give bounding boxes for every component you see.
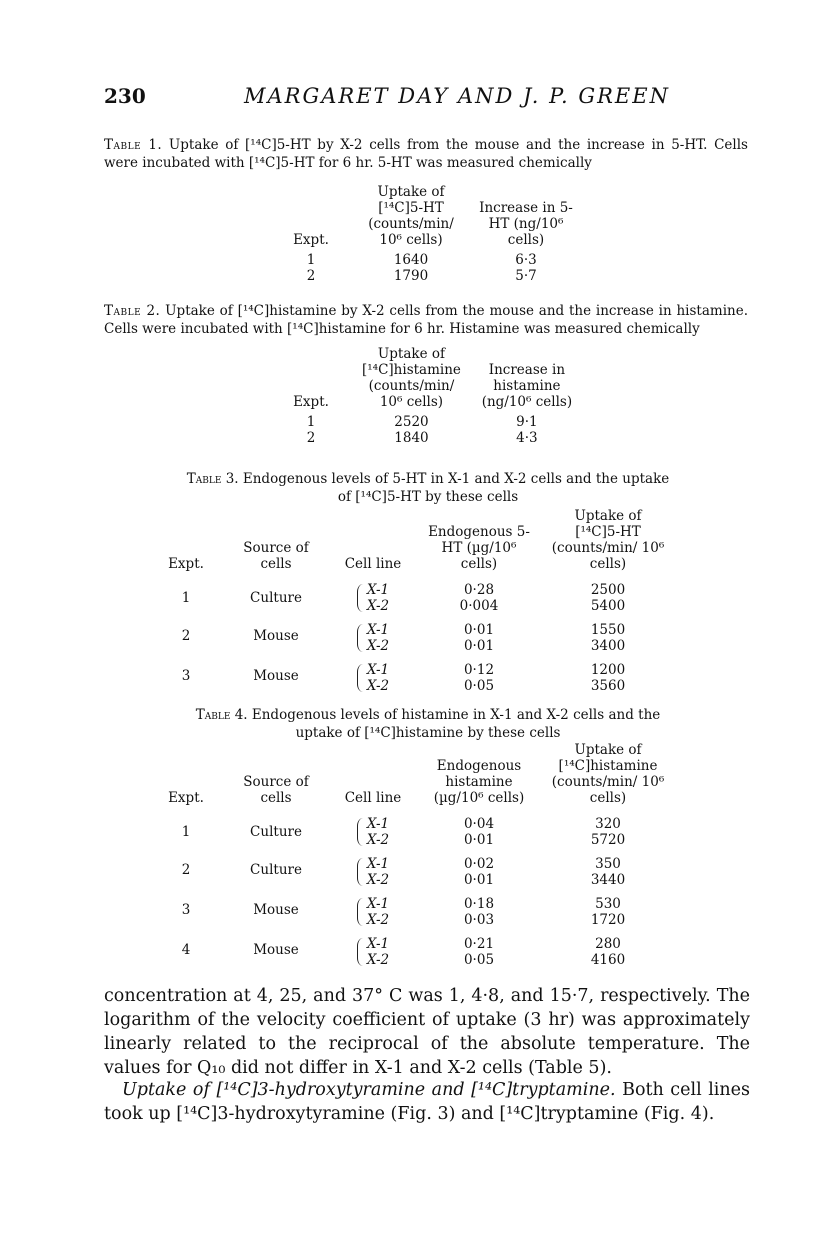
endog-value: 0·004 [459,598,499,614]
page-number: 230 [104,84,146,108]
table3-label: Table 3. [186,471,239,487]
cell-line-brace [357,582,389,614]
table-row [150,928,674,968]
table-row [268,430,585,446]
cell-line: X-1 [366,816,390,832]
table-row [268,414,585,430]
table2-col-uptake: Uptake of [¹⁴C]histamine (counts/min/ 10⁶ cells) [362,346,461,410]
table4-caption [186,706,670,742]
table1-label: Table 1. [104,137,163,153]
uptake-value: 1720 [590,912,626,928]
uptake-value: 1550 [590,622,626,638]
uptake-value: 530 [595,896,621,912]
source-cell: Mouse [253,668,299,684]
increase-cell: 9·1 [516,414,538,430]
endog-value: 0·12 [463,662,495,678]
table3 [150,508,674,694]
expt-cell: 3 [181,902,191,918]
table-row [150,888,674,928]
table3-col-endog: Endogenous 5-HT (µg/10⁶ cells) [428,524,530,572]
uptake-cell: 1640 [393,252,429,268]
cell-line-brace [357,856,389,888]
cell-line: X-1 [366,622,390,638]
cell-line: X-2 [366,872,390,888]
cell-line: X-2 [366,832,390,848]
cell-line: X-2 [366,678,390,694]
increase-cell: 4·3 [516,430,538,446]
page-header [104,84,744,112]
table3-col-line: Cell line [344,556,402,572]
expt-cell: 2 [306,430,316,446]
expt-cell: 2 [181,628,191,644]
table2-col-increase: Increase in histamine (ng/10⁶ cells) [481,362,573,410]
table-row [268,268,584,284]
endog-value: 0·01 [463,638,495,654]
increase-cell: 6·3 [515,252,537,268]
table4-col-line: Cell line [344,790,402,806]
table2-caption-text: Uptake of [¹⁴C]histamine by X-2 cells from the mouse and the increase in histamine. Cells were incubated with [¹⁴C]histamine for 6 hr. Histamine was measured chemically [104,303,748,337]
source-cell: Culture [250,824,302,840]
endog-value: 0·28 [463,582,495,598]
source-cell: Culture [250,862,302,878]
endog-value: 0·02 [463,856,495,872]
source-cell: Culture [250,590,302,606]
cell-line: X-1 [366,582,390,598]
cell-line-brace [357,622,389,654]
cell-line: X-1 [366,896,390,912]
uptake-value: 350 [595,856,621,872]
endog-value: 0·01 [463,622,495,638]
table4-col-uptake: Uptake of [¹⁴C]histamine (counts/min/ 10⁶ cells) [551,742,665,806]
section-heading: Uptake of [¹⁴C]3-hydroxytyramine and [¹⁴C]tryptamine. [122,1080,616,1100]
cell-line: X-2 [366,912,390,928]
table1-caption [104,136,748,172]
cell-line: X-1 [366,856,390,872]
table4-col-endog: Endogenous histamine (µg/10⁶ cells) [433,758,525,806]
cell-line-brace [357,816,389,848]
expt-cell: 1 [306,252,316,268]
table2-caption [104,302,748,338]
cell-line: X-2 [366,598,390,614]
table4-col-source: Source of cells [243,774,309,806]
table3-caption-text: Endogenous levels of 5-HT in X-1 and X-2 cells and the uptake of [¹⁴C]5-HT by these cells [242,471,670,505]
uptake-value: 2500 [590,582,626,598]
table-row [150,654,674,694]
uptake-value: 5720 [590,832,626,848]
uptake-cell: 1840 [394,430,429,446]
expt-cell: 3 [181,668,191,684]
table-row [150,576,674,614]
table1-col-increase: Increase in 5-HT (ng/10⁶ cells) [479,200,573,248]
endog-value: 0·03 [463,912,495,928]
table-row [150,848,674,888]
table3-col-expt: Expt. [168,556,204,572]
uptake-value: 320 [595,816,621,832]
table4-caption-text: Endogenous levels of histamine in X-1 and X-2 cells and the uptake of [¹⁴C]histamine by these cells [251,707,661,741]
cell-line-brace [357,662,389,694]
endog-value: 0·01 [463,872,495,888]
uptake-cell: 2520 [394,414,429,430]
expt-cell: 1 [181,590,191,606]
endog-value: 0·18 [463,896,495,912]
table3-col-source: Source of cells [243,540,309,572]
table4-label: Table 4. [195,707,248,723]
increase-cell: 5·7 [515,268,537,284]
uptake-value: 4160 [590,952,626,968]
body-paragraph-2-text: Both cell lines took up [¹⁴C]3-hydroxytyramine (Fig. 3) and [¹⁴C]tryptamine (Fig. 4). [104,1080,750,1124]
expt-cell: 2 [306,268,316,284]
endog-value: 0·01 [463,832,495,848]
body-paragraph-2 [104,1078,750,1126]
source-cell: Mouse [253,902,299,918]
table1 [268,184,584,284]
table3-caption [186,470,670,506]
endog-value: 0·04 [463,816,495,832]
uptake-value: 3560 [590,678,626,694]
uptake-value: 1200 [590,662,626,678]
table2-col-expt: Expt. [293,394,329,410]
endog-value: 0·05 [463,678,495,694]
body-paragraph-1: concentration at 4, 25, and 37° C was 1, 4·8, and 15·7, respectively. The logarithm of the velocity coefficient of uptake (3 hr) was approximately linearly related to the reciprocal of the absolute temperature. The values for Q₁₀ did not differ in X-1 and X-2 cells (Table 5). [104,986,750,1078]
cell-line: X-1 [366,936,390,952]
table4 [150,742,674,968]
table3-col-uptake: Uptake of [¹⁴C]5-HT (counts/min/ 10⁶ cells) [551,508,665,572]
table-row [150,614,674,654]
expt-cell: 1 [306,414,316,430]
uptake-value: 280 [595,936,621,952]
source-cell: Mouse [253,942,299,958]
table2-label: Table 2. [104,303,161,319]
expt-cell: 2 [181,862,191,878]
endog-value: 0·21 [463,936,495,952]
cell-line: X-2 [366,952,390,968]
uptake-cell: 1790 [393,268,429,284]
uptake-value: 3400 [590,638,626,654]
uptake-value: 5400 [590,598,626,614]
expt-cell: 4 [181,942,191,958]
table-row [268,252,584,268]
table1-col-expt: Expt. [293,232,329,248]
cell-line-brace [357,936,389,968]
cell-line-brace [357,896,389,928]
endog-value: 0·05 [463,952,495,968]
cell-line: X-2 [366,638,390,654]
source-cell: Mouse [253,628,299,644]
running-head: MARGARET DAY AND J. P. GREEN [244,84,670,108]
table1-col-uptake: Uptake of [¹⁴C]5-HT (counts/min/ 10⁶ cells) [368,184,454,248]
table2 [268,346,585,446]
cell-line: X-1 [366,662,390,678]
uptake-value: 3440 [590,872,626,888]
table-row [150,810,674,848]
expt-cell: 1 [181,824,191,840]
table1-caption-text: Uptake of [¹⁴C]5-HT by X-2 cells from the mouse and the increase in 5-HT. Cells were incubated with [¹⁴C]5-HT for 6 hr. 5-HT was measured chemically [104,137,748,171]
table4-col-expt: Expt. [168,790,204,806]
